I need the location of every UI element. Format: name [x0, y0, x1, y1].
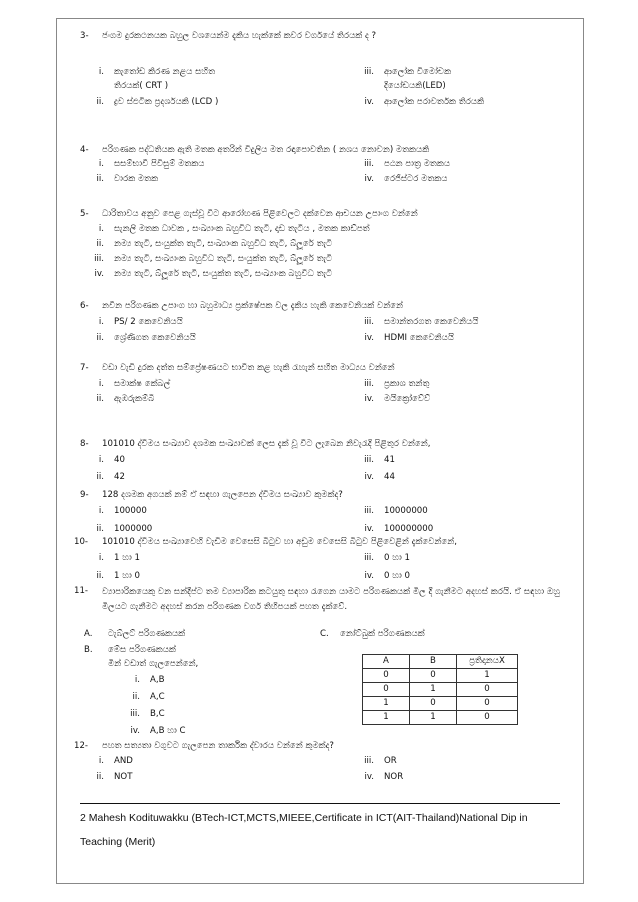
- question-number: 3-: [80, 31, 89, 41]
- question-text: ජංගම දුරකථනයක බහුල වශයෙන්ම දැකිය හැක්කේ කවර වර්ගයේ තිරයක් ද ?: [102, 31, 377, 41]
- question-10: [74, 536, 560, 549]
- question-number: 11-: [74, 586, 89, 596]
- table-row: 1 1 0: [363, 711, 518, 725]
- option-iii[interactable]: iii. ප්‍රකාශ තන්තු: [364, 379, 430, 389]
- question-4: [80, 144, 560, 157]
- option-iii[interactable]: iii. OR: [364, 756, 397, 766]
- option-iv[interactable]: iv. 100000000: [364, 524, 434, 534]
- option-iii[interactable]: iii. ආලෝක විමෝචක: [364, 67, 452, 77]
- table-header: ප්‍රතිදානයX: [457, 655, 518, 669]
- table-header: B: [410, 655, 457, 669]
- option-i[interactable]: i. 40: [98, 455, 125, 465]
- question-text: ධාරිතාවය අනුව පෙළ ගැස්වූ විට ආරෝහණ පිළිවෙලට දක්වෙන ආචයන උපාංග වන්නේ: [102, 209, 418, 219]
- question-text: නවීන පරිගණක උපාංග හා බහුමාධ්‍ය ප්‍රක්ෂේපක වල දැකිය හැකි කෙවෙනියක් වන්නේ: [102, 301, 404, 311]
- option-iii-cont: දියෝඩයකි(LED): [384, 81, 446, 91]
- choice-c: C. නෝට්බුක් පරිගණකයක්: [320, 629, 425, 639]
- question-text: පහත සත්‍යතා වගුවට ගැලපෙන තාර්කික ද්වාරය වන්නේ කුමක්ද?: [102, 741, 334, 751]
- option-iv[interactable]: iv. මයික්‍රෝවේව්: [364, 394, 431, 404]
- option-ii[interactable]: ii. ඇඹරුකම්බි: [96, 394, 155, 404]
- table-header-row: [363, 655, 518, 669]
- question-text: වඩා වැඩි දුරක දත්ත සම්ප්‍රේෂණයට භාවිත කළ හැකි රැහැන් සහිත මාධ්‍යය වන්නේ: [102, 363, 395, 373]
- question-number: 7-: [80, 363, 89, 373]
- option-i[interactable]: i. PS/ 2 කෙවෙනියයි: [98, 317, 183, 327]
- option-iv[interactable]: iv. රෙජිස්ටර මතකය: [364, 174, 448, 184]
- option-iii[interactable]: iii. 0 හා 1: [364, 553, 410, 563]
- option-iii[interactable]: iii. සමාන්තරගත කෙවෙනියයි: [364, 317, 479, 327]
- choice-prompt: මින් වඩාත් ගැලපෙන්නේ,: [108, 659, 199, 669]
- option-iv[interactable]: iv. නම්‍ය තැටි, බ්ලූරේ තැටි, සංයුක්ත තැටි, සංඛ්‍යාංක බහුවිධ තැටි: [94, 269, 333, 279]
- question-6: [80, 300, 560, 313]
- question-5: [80, 208, 560, 221]
- footer-line-1: 2 Mahesh Kodituwakku (BTech-ICT,MCTS,MIEEE,Certificate in ICT(AIT-Thailand)National Dip in: [80, 812, 528, 824]
- option-iv[interactable]: iv. NOR: [364, 772, 404, 782]
- question-number: 12-: [74, 741, 89, 751]
- option-i[interactable]: i. 100000: [98, 506, 147, 516]
- question-number: 4-: [80, 145, 89, 155]
- question-9: [80, 489, 560, 502]
- option-i[interactable]: i. සැනලි මතක ධාවක , සංඛ්‍යාංක බහුවිධ තැටි, දෘඩ තැටිය , මතක කාඩ්පත්: [98, 224, 370, 234]
- question-text: 128 දශමක අගයක් නම් ඒ සඳහා ගැලපෙන ද්විමය සංඛ්‍යාව කුමක්ද?: [102, 490, 343, 500]
- option-ii[interactable]: ii. 42: [96, 472, 125, 482]
- question-7: [80, 362, 560, 375]
- question-number: 5-: [80, 209, 89, 219]
- question-text: පරිගණක පද්ධතියක ඇති මතක අතරින් විදුලිය මත රඳාපොවතින ( නශය නොවන) මතකයකි: [102, 145, 430, 155]
- footer-line-2: Teaching (Merit): [80, 836, 156, 848]
- option-iv[interactable]: iv. A,B හා C: [130, 726, 186, 736]
- choice-b: B. මේස පරිගණකයක්: [84, 645, 176, 655]
- question-number: 10-: [74, 537, 89, 547]
- choice-a: A. ටැබ්ලට් පරිගණකයක්: [84, 629, 186, 639]
- option-iii[interactable]: iii. 10000000: [364, 506, 428, 516]
- option-ii[interactable]: ii. නම්‍ය තැටි, සංයුක්ත තැටි, සංඛ්‍යාංක බහුවිධ තැටි, බ්ලූරේ තැටි: [96, 239, 333, 249]
- truth-table: [362, 654, 518, 725]
- option-i[interactable]: i. AND: [98, 756, 133, 766]
- option-ii[interactable]: ii. ද්‍රව ස්ඵටික ප්‍රදර්ශයකි (LCD ): [96, 97, 219, 107]
- option-iii[interactable]: iii. නම්‍ය තැටි, සංඛ්‍යාංක බහුවිධ තැටි, සංයුක්ත තැටි, බ්ලූරේ තැටි: [94, 254, 333, 264]
- table-header: A: [363, 655, 410, 669]
- option-i[interactable]: i. සමාක්ෂ කේබල්: [98, 379, 171, 389]
- option-i[interactable]: i. කැතෝඩ කිරණ නළය සහිත: [98, 67, 216, 77]
- option-iii[interactable]: iii. පඨන පාත්‍ර මතකය: [364, 159, 451, 169]
- question-text: ව්‍යාපාරිකයෙකු වන සන්දීප්ට තම ව්‍යාපාරික කටයුතු සඳහා රැගෙන යාමට පරිගණකයක් මිල දී ගැනීමට අදහස් කරයි. ඒ සඳහා ඔහු මිලයට ගැනීමට අදහස් කරන පරිගණක වර්ග තිහිපයක් පහත දැක්වේ.: [102, 587, 560, 612]
- table-row: 1 0 0: [363, 697, 518, 711]
- option-ii[interactable]: ii. ශ්‍රේණිගත කෙවෙනියයි: [96, 333, 196, 343]
- question-8: [80, 438, 560, 451]
- option-iv[interactable]: iv. ආලෝක පරාවර්තක තිරයකි: [364, 97, 485, 107]
- question-text: 101010 ද්විමය සංඛ්‍යාව දශමක සංඛ්‍යාවක් ලෙස දැක් වූ විට ලැබෙන නිවැරැදි පිළිතුර වන්නේ,: [102, 439, 431, 449]
- page-footer: [80, 806, 550, 854]
- option-iii[interactable]: iii. B,C: [130, 709, 165, 719]
- table-row: 0 1 0: [363, 683, 518, 697]
- option-ii[interactable]: ii. 1 හා 0: [96, 571, 140, 581]
- option-ii[interactable]: ii. A,C: [132, 692, 165, 702]
- option-i[interactable]: i. 1 හා 1: [98, 553, 140, 563]
- question-number: 8-: [80, 439, 89, 449]
- option-i-cont: තිරයක්( CRT ): [114, 81, 169, 91]
- option-iii[interactable]: iii. 41: [364, 455, 395, 465]
- question-number: 9-: [80, 490, 89, 500]
- option-ii[interactable]: ii. NOT: [96, 772, 133, 782]
- option-iv[interactable]: iv. 44: [364, 472, 395, 482]
- question-11: [74, 585, 560, 615]
- option-i[interactable]: i. සසම්භාවී පිවිසුම් මතකය: [98, 159, 205, 169]
- option-i[interactable]: i. A,B: [134, 675, 165, 685]
- question-text: 101010 ද්විමය සංඛ්‍යාවෙහි වැඩිම වෙසෙසි බිටුව හා අඩුම වෙසෙසි බිටුව පිළිවෙළින් දැක්වෙන්නේ,: [102, 537, 457, 547]
- table-row: 0 0 1: [363, 669, 518, 683]
- option-iv[interactable]: iv. 0 හා 0: [364, 571, 410, 581]
- option-ii[interactable]: ii. 1000000: [96, 524, 153, 534]
- question-number: 6-: [80, 301, 89, 311]
- option-iv[interactable]: iv. HDMI කෙවෙනියයි: [364, 333, 454, 343]
- option-ii[interactable]: ii. වාරක මතක: [96, 174, 159, 184]
- question-3: [80, 30, 560, 43]
- footer-divider: [80, 803, 560, 804]
- question-12: [74, 740, 560, 753]
